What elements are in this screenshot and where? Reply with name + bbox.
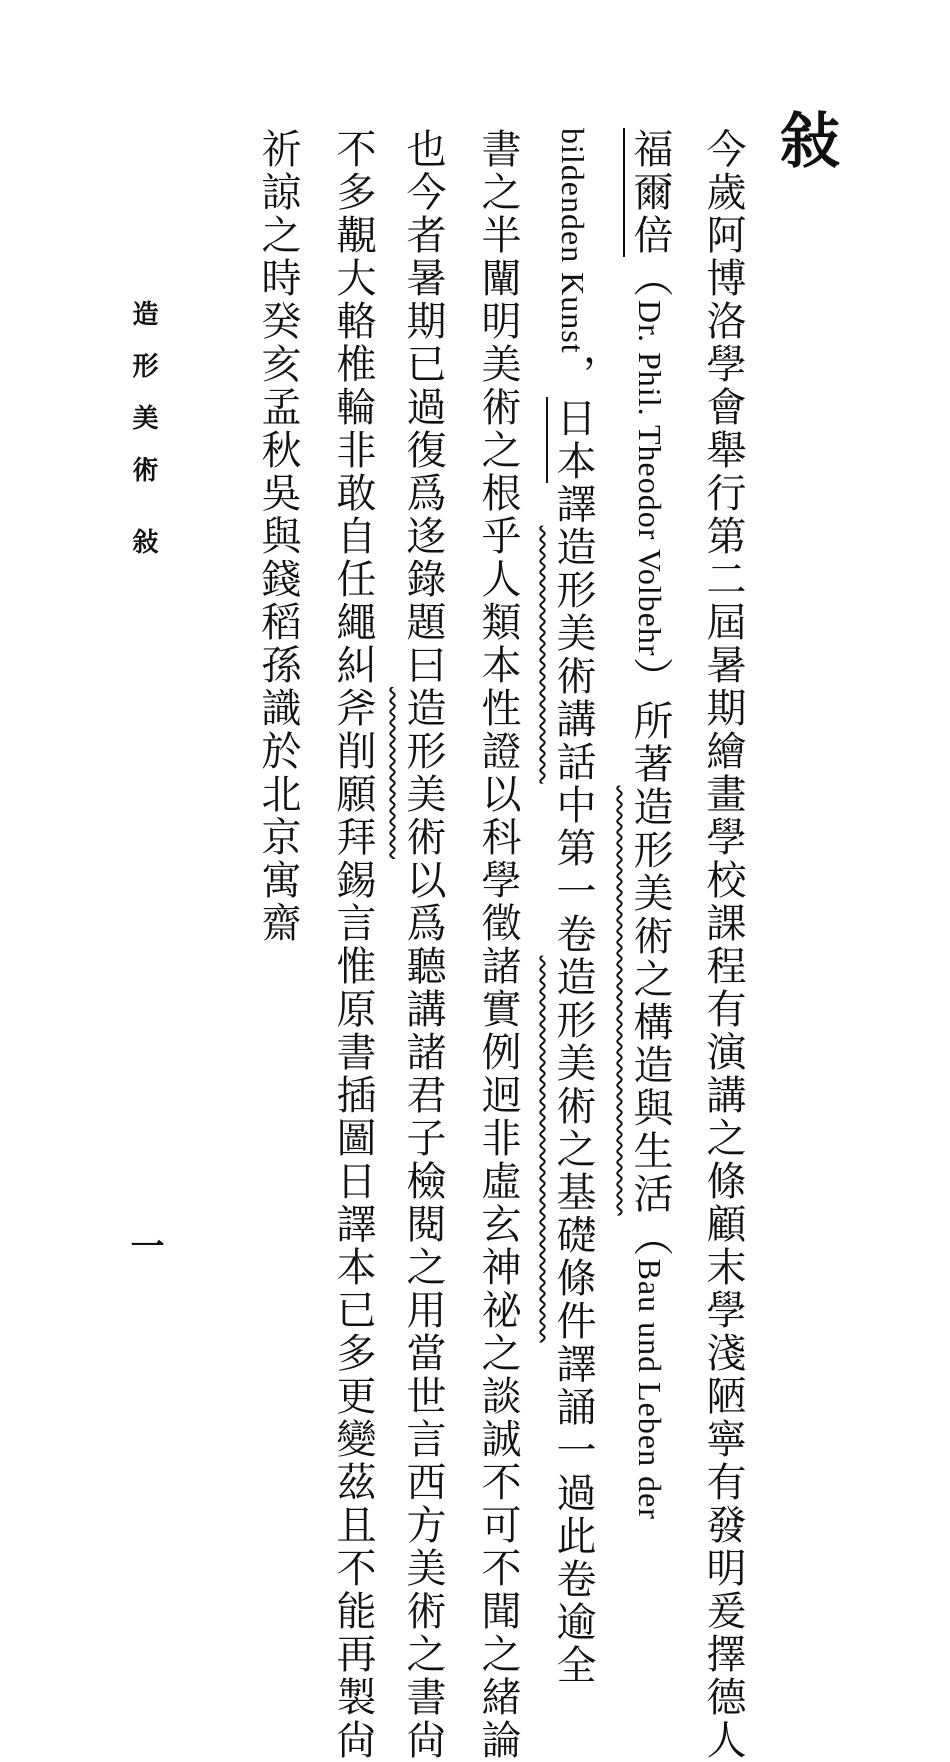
volume-text: 中第一卷 <box>550 783 596 956</box>
open-paren: （ <box>627 257 673 300</box>
running-head-char: 敍 <box>128 528 158 580</box>
running-head-char: 造 <box>128 300 158 352</box>
german-title-part1: Bau und Leben der <box>632 1258 668 1520</box>
running-head-char: 美 <box>128 404 158 456</box>
text-column-5 <box>400 128 446 1762</box>
text-column-7: 祈諒之時癸亥孟秋吳與錢稻孫識於北京寓齋 <box>255 128 301 945</box>
volume-title: 造形美術之基礎條件 <box>550 955 596 1343</box>
text-column-3 <box>550 128 596 1687</box>
place-name: 日本 <box>546 397 596 483</box>
book-title: 造形美術之構造與生活 <box>627 785 673 1216</box>
running-head <box>125 300 162 580</box>
text-column-4: 書之半闡明美術之根乎人類本性證以科學徵諸實例迥非虛玄神祕之談誠不可不聞之緒論 <box>475 128 521 1762</box>
text-column-6: 不多覯大輅椎輪非敢自任繩糾斧削願拜錫言惟原書插圖日譯本已多更變茲且不能再製尙 <box>330 128 376 1762</box>
comma: ， <box>550 353 596 397</box>
japanese-title: 造形美術講話 <box>550 525 596 784</box>
translation-word: 譯 <box>550 482 596 526</box>
close-paren-text: ）所著 <box>627 656 673 786</box>
open-paren-2: （ <box>627 1215 673 1259</box>
author-latin: Dr. Phil. Theodor Volbehr <box>632 300 668 657</box>
page-number: 一 <box>124 1228 164 1262</box>
author-name: 福爾倍 <box>623 128 673 257</box>
column-3-tail: 譯誦一過此卷逾全 <box>550 1342 596 1687</box>
column-5-tail: 以爲聽講諸君子檢閱之用當世言西方美術之書尙 <box>400 859 446 1762</box>
text-column-1: 今歲阿博洛學會舉行第二屆暑期繪畫學校課程有演講之條顧末學淺陋寧有發明爰擇德人 <box>700 128 746 1762</box>
text-column-2 <box>627 128 673 1520</box>
section-title: 敍 <box>780 107 840 177</box>
work-title: 造形美術 <box>400 687 446 859</box>
column-5-head: 也今者暑期已過復爲迻錄題曰 <box>400 128 446 687</box>
running-head-char: 形 <box>128 352 158 404</box>
german-title-part2: bildenden Kunst <box>555 128 591 354</box>
running-head-char: 術 <box>128 456 158 508</box>
